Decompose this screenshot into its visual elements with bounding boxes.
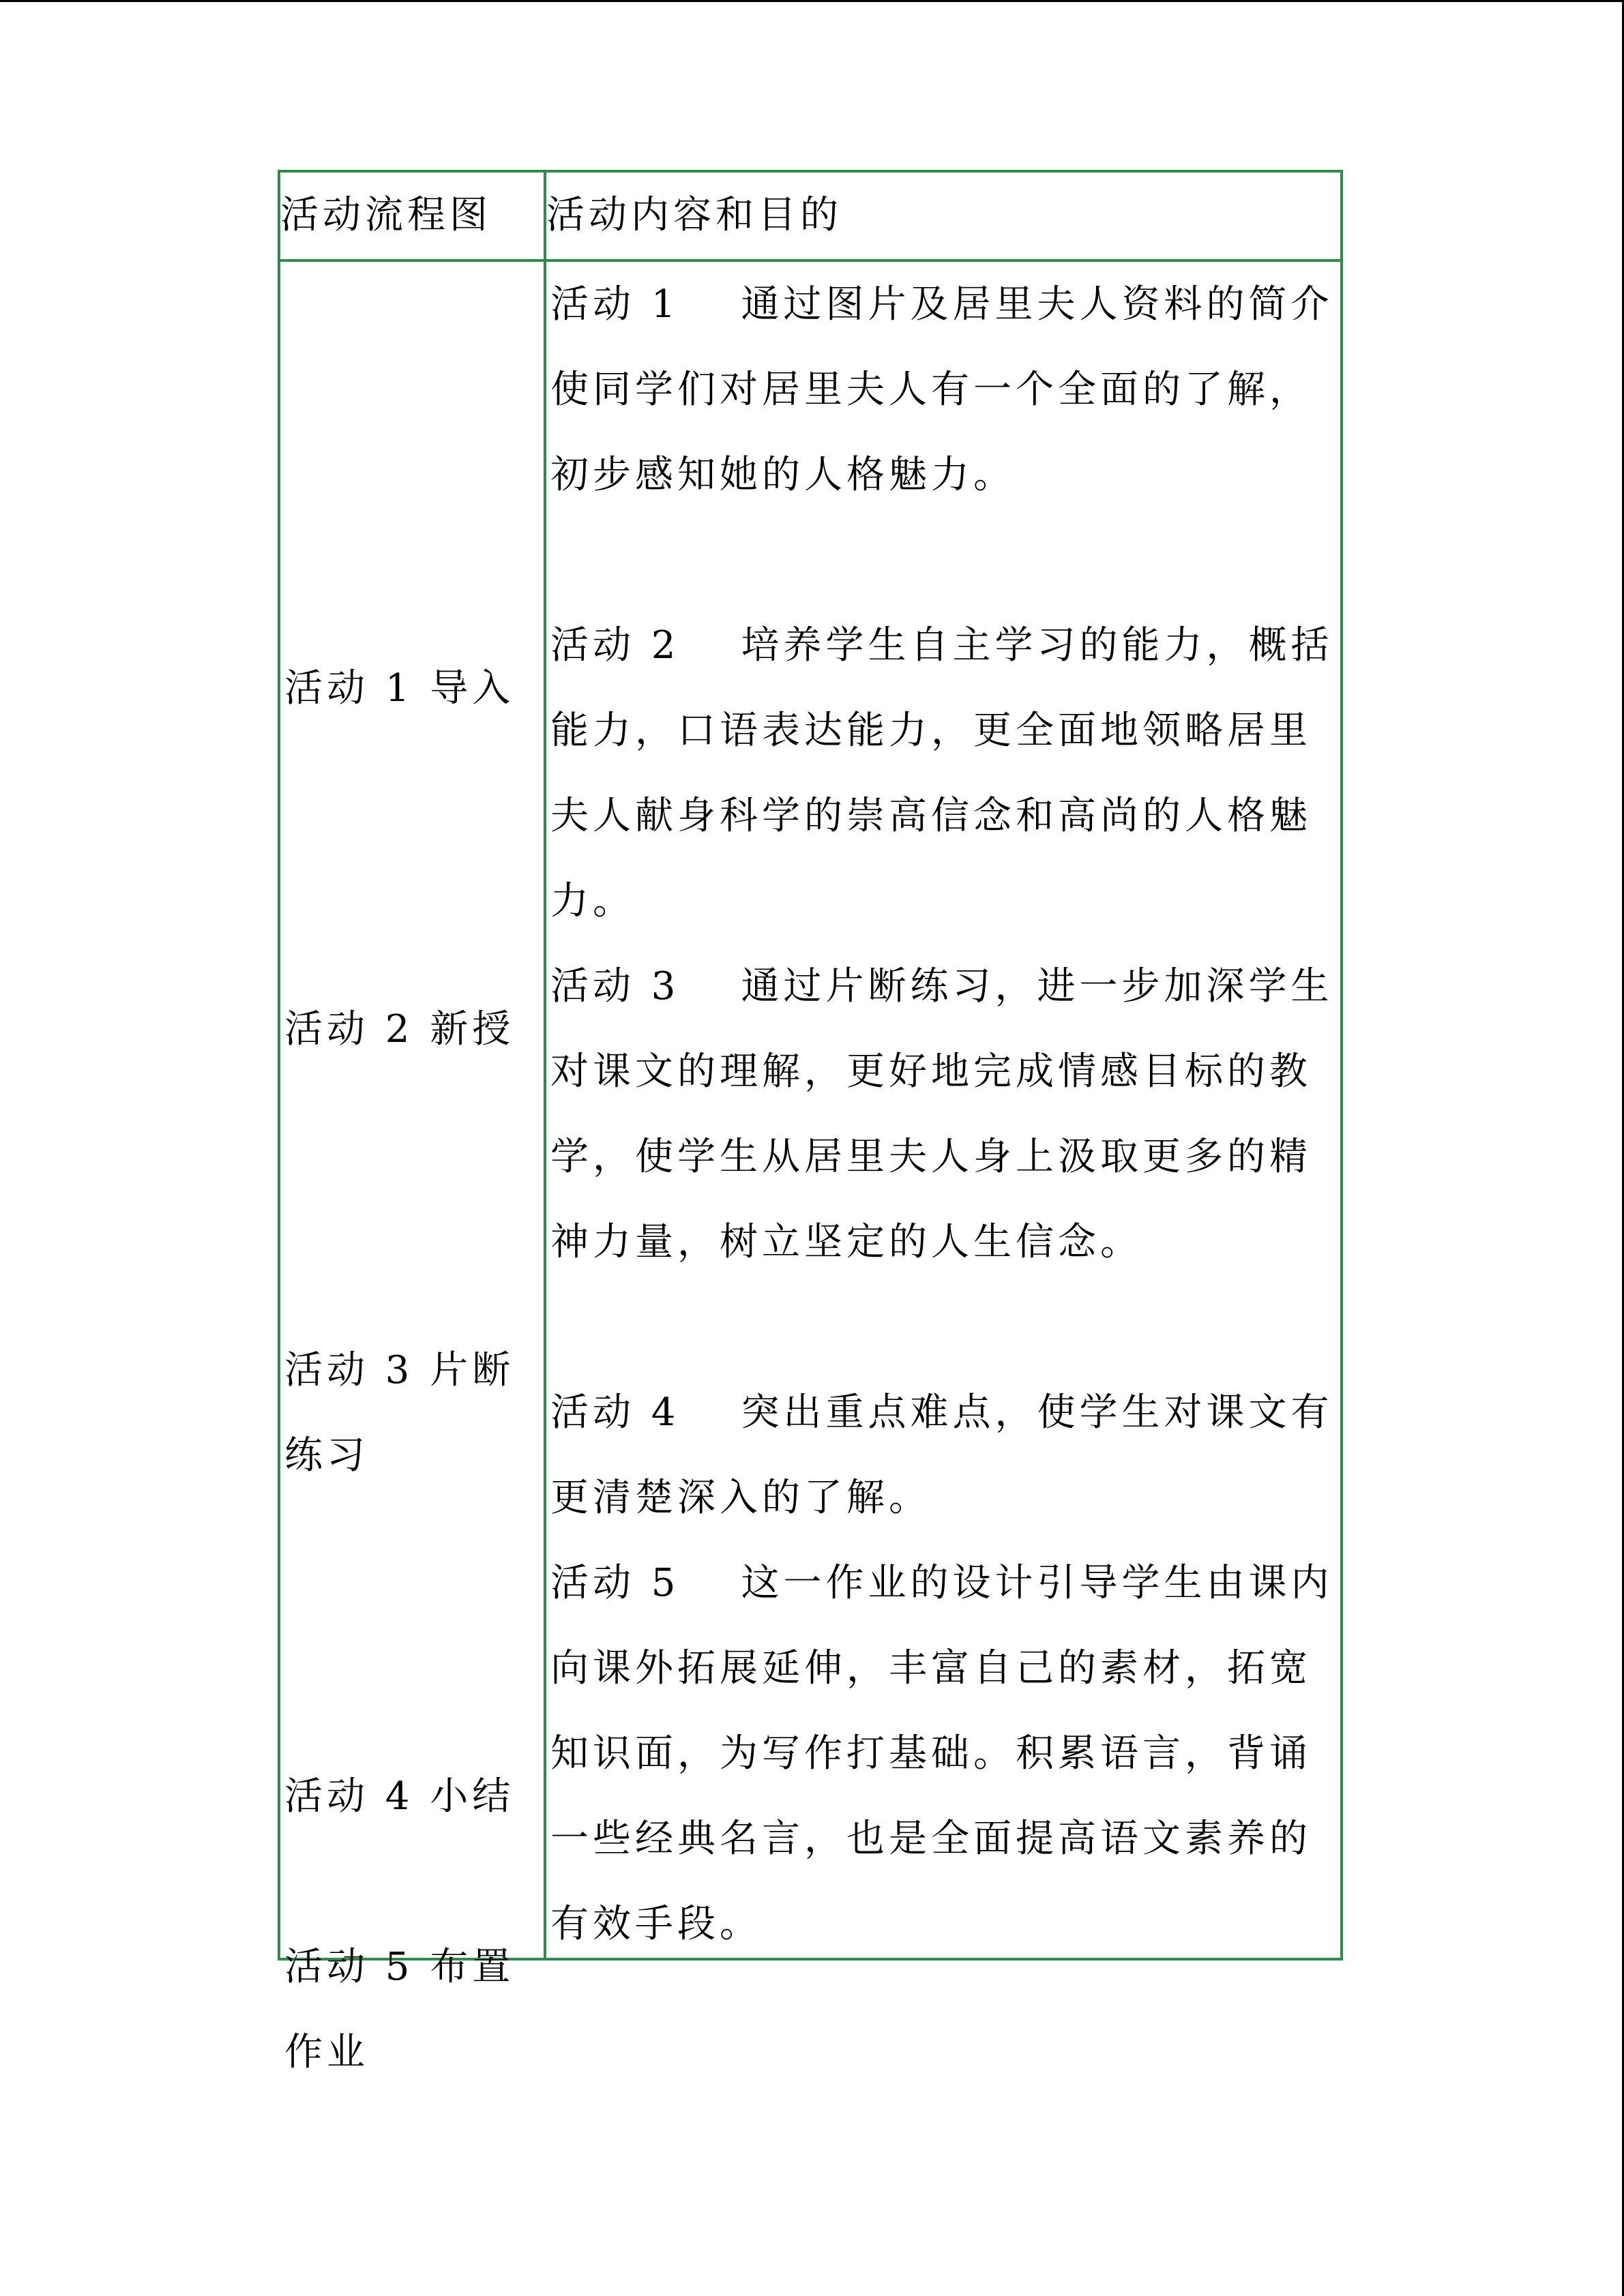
activity-3 xyxy=(550,944,1335,1285)
flow-step-4: 活动 4 小结 xyxy=(284,1774,515,1819)
activity-2-text: 培养学生自主学习的能力，概括能力，口语表达能力，更全面地领略居里夫人献身科学的崇高信念和高尚的人格魅力。 xyxy=(550,623,1333,923)
activity-5 xyxy=(550,1540,1335,1967)
activity-5-tag: 活动 5 xyxy=(550,1561,680,1605)
activity-4-text: 突出重点难点，使学生对课文有更清楚深入的了解。 xyxy=(550,1390,1333,1520)
activity-3-tag: 活动 3 xyxy=(550,964,680,1009)
activity-2 xyxy=(550,603,1335,944)
activity-5-text: 这一作业的设计引导学生由课内向课外拓展延伸，丰富自己的素材，拓宽知识面，为写作打基础。积累语言，背诵一些经典名言，也是全面提高语文素养的有效手段。 xyxy=(550,1561,1333,1946)
flow-step-5: 活动 5 布置作业 xyxy=(284,1945,515,2074)
activity-4-tag: 活动 4 xyxy=(550,1390,680,1435)
activity-1 xyxy=(550,262,1335,518)
flow-steps-cell xyxy=(279,260,545,2074)
flow-step-3: 活动 3 片断练习 xyxy=(284,1348,515,1478)
activity-3-text: 通过片断练习，进一步加深学生对课文的理解，更好地完成情感目标的教学，使学生从居里夫人身上汲取更多的精神力量，树立坚定的人生信念。 xyxy=(550,964,1333,1264)
header-content-purpose: 活动内容和目的 xyxy=(545,171,1342,260)
header-flow-chart: 活动流程图 xyxy=(279,171,545,260)
activities-cell xyxy=(545,260,1342,1959)
activity-1-text: 通过图片及居里夫人资料的简介使同学们对居里夫人有一个全面的了解，初步感知她的人格魅力。 xyxy=(550,282,1333,497)
table-header-row xyxy=(279,171,1342,260)
table-body-row xyxy=(279,260,1342,1959)
activity-4 xyxy=(550,1370,1335,1540)
flow-step-1: 活动 1 导入 xyxy=(284,666,515,711)
flow-step-2: 活动 2 新授 xyxy=(284,1007,515,1052)
activity-2-tag: 活动 2 xyxy=(550,623,680,668)
activity-flow-table xyxy=(278,170,1343,2074)
activity-1-tag: 活动 1 xyxy=(550,282,680,327)
page-top-border xyxy=(0,0,1624,2)
